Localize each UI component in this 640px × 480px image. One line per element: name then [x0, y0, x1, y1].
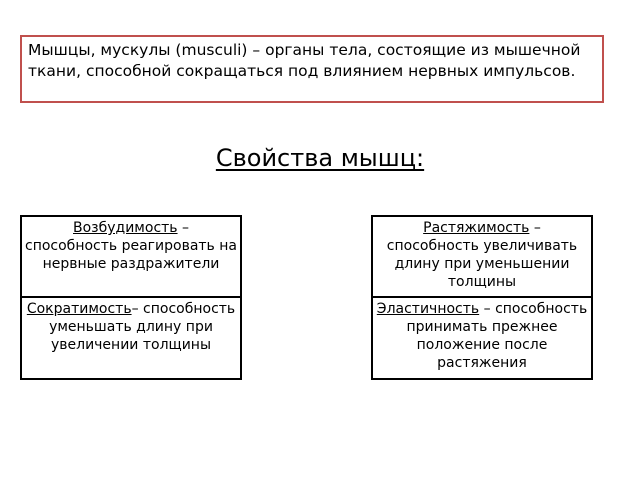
property-separator: –: [529, 220, 541, 236]
heading-text: Свойства мышц:: [215, 144, 425, 172]
property-extensibility-box: [371, 215, 593, 298]
property-description: способность уменьшать длину при увеличении толщины: [49, 301, 236, 353]
property-separator: –: [479, 301, 496, 317]
property-separator: –: [131, 301, 144, 317]
definition-text: Мышцы, мускулы (musculi) – органы тела, состоящие из мышечной ткани, способной сокращаться под влиянием нервных импульсов.: [28, 41, 581, 80]
property-term: Сократимость: [26, 301, 132, 317]
property-description: способность принимать прежнее положение после растяжения: [406, 301, 588, 371]
properties-heading: [0, 142, 640, 174]
property-description: способность реагировать на нервные раздражители: [25, 238, 237, 272]
property-term: Возбудимость: [73, 220, 178, 236]
property-term: Эластичность: [376, 301, 480, 317]
property-contractility-box: [20, 296, 242, 380]
definition-box: [20, 35, 604, 103]
property-description: способность увеличивать длину при уменьшении толщины: [386, 238, 578, 290]
property-excitability-box: [20, 215, 242, 298]
property-term: Растяжимость: [423, 220, 530, 236]
property-elasticity-box: [371, 296, 593, 380]
property-separator: –: [177, 220, 189, 236]
